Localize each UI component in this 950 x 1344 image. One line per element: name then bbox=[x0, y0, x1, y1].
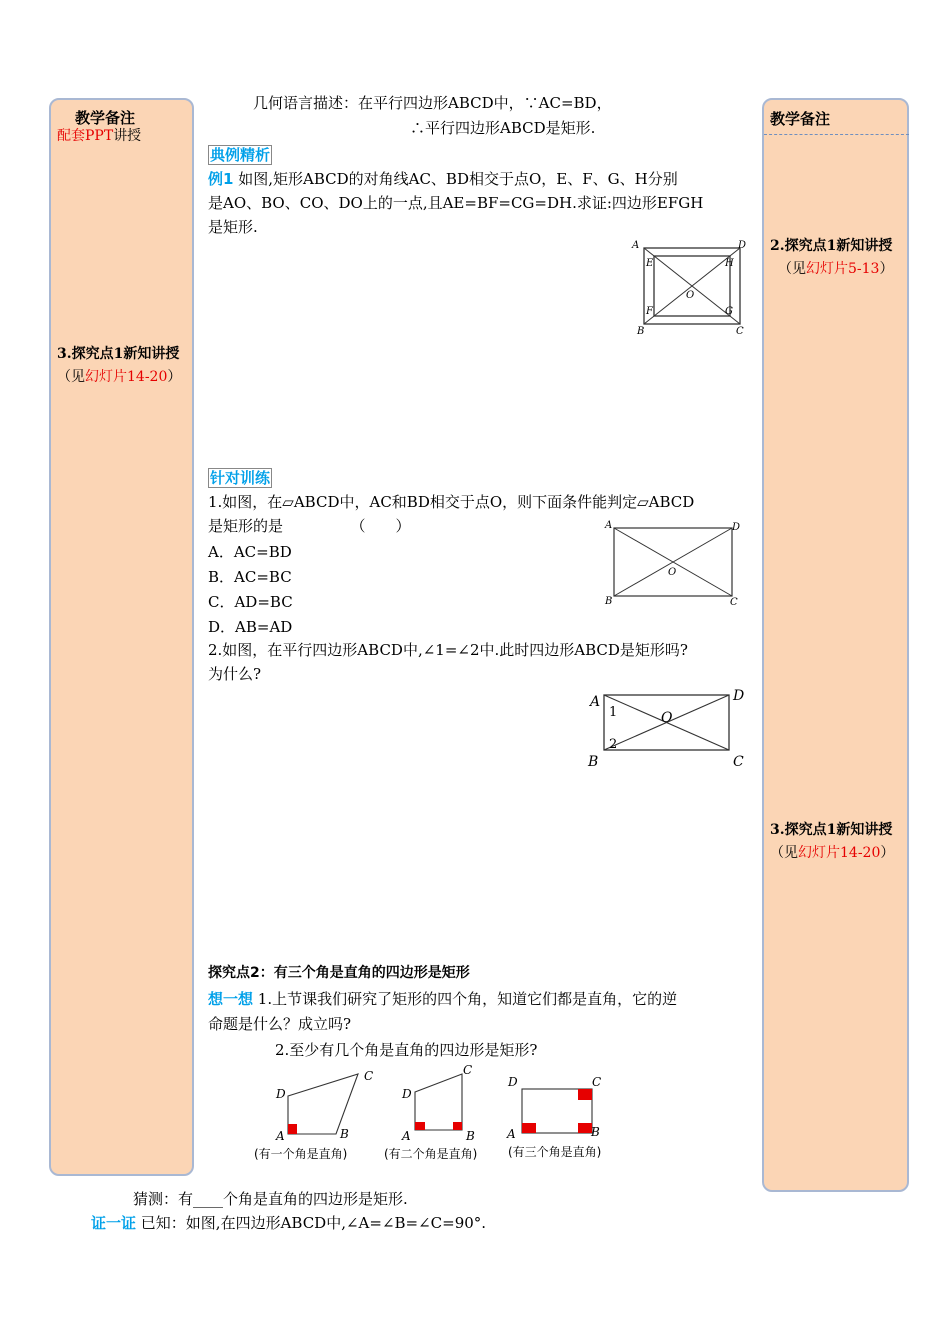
fig3-label-c: C bbox=[733, 754, 744, 770]
think-q2: 2.至少有几个角是直角的四边形是矩形? bbox=[275, 1041, 538, 1059]
q1-option-d: D．AB=AD bbox=[208, 618, 293, 636]
geo-description-line1: 几何语言描述：在平行四边形ABCD中，∵AC=BD， bbox=[253, 94, 612, 112]
quad2-label-d: D bbox=[402, 1087, 412, 1101]
fig3-label-1: 1 bbox=[609, 705, 618, 720]
right-title-divider bbox=[764, 134, 909, 135]
left-sidebar-title: 教学备注 bbox=[75, 109, 136, 127]
right-sidebar bbox=[762, 98, 909, 1192]
fig1-label-b: B bbox=[637, 326, 645, 337]
fig2-label-a: A bbox=[605, 520, 613, 531]
explore2-title: 探究点2：有三个角是直角的四边形是矩形 bbox=[208, 965, 470, 981]
quad1-label-c: C bbox=[364, 1069, 374, 1083]
q2-figure bbox=[585, 684, 755, 774]
quad2-right-angle-b bbox=[453, 1122, 462, 1130]
example-label: 例1 bbox=[208, 170, 234, 188]
think-line2: 命题是什么？成立吗? bbox=[208, 1015, 352, 1033]
prove-line: 证一证 已知：如图,在四边形ABCD中,∠A=∠B=∠C=90°. bbox=[91, 1214, 487, 1232]
q1-line1: 1.如图，在▱ABCD中，AC和BD相交于点O，则下面条件能判定▱ABCD bbox=[208, 493, 695, 511]
example-line3: 是矩形. bbox=[208, 218, 258, 236]
example-heading: 典例精析 bbox=[210, 146, 271, 164]
quad1-caption: (有一个角是直角) bbox=[254, 1147, 348, 1161]
example-line1: 例1 如图,矩形ABCD的对角线AC、BD相交于点O，E、F、G、H分别 bbox=[208, 170, 678, 188]
prove-label: 证一证 bbox=[91, 1214, 137, 1232]
fig3-label-2: 2 bbox=[609, 737, 618, 752]
q1-option-b: B．AC=BC bbox=[208, 568, 292, 586]
guess-line: 猜测：有____个角是直角的四边形是矩形. bbox=[133, 1190, 408, 1208]
practice-heading: 针对训练 bbox=[210, 469, 271, 487]
q1-option-c: C．AD=BC bbox=[208, 593, 293, 611]
think-label: 想一想 bbox=[208, 990, 254, 1008]
quad3-caption: (有三个角是直角) bbox=[508, 1145, 602, 1159]
q2-line1: 2.如图，在平行四边形ABCD中,∠1=∠2中.此时四边形ABCD是矩形吗? bbox=[208, 641, 688, 659]
quad3-right-angle-b bbox=[578, 1123, 592, 1133]
q1-option-a: A．AC=BD bbox=[208, 543, 292, 561]
fig1-label-e: E bbox=[646, 258, 654, 269]
q1-line2: 是矩形的是 （ ） bbox=[208, 517, 411, 535]
fig3-label-o: O bbox=[661, 710, 673, 726]
example-figure bbox=[628, 236, 752, 338]
quad1-shape bbox=[288, 1074, 358, 1134]
quad2-shape bbox=[415, 1074, 462, 1130]
quad1-label-a: A bbox=[276, 1129, 285, 1143]
left-sidebar bbox=[49, 98, 194, 1176]
think-line1: 想一想 1.上节课我们研究了矩形的四个角，知道它们都是直角，它的逆 bbox=[208, 990, 678, 1008]
fig2-label-c: C bbox=[730, 597, 738, 608]
q2-line2: 为什么? bbox=[208, 665, 262, 683]
fig2-label-b: B bbox=[605, 596, 613, 607]
right-sidebar-title: 教学备注 bbox=[770, 110, 831, 128]
quad-figures bbox=[250, 1062, 630, 1167]
right-note-explore2: 3.探究点1新知讲授 （见幻灯片14-20） bbox=[770, 822, 895, 861]
fig2-label-d: D bbox=[732, 522, 741, 533]
fig2-label-o: O bbox=[668, 567, 677, 578]
fig1-label-f: F bbox=[646, 306, 653, 317]
example-line2: 是AO、BO、CO、DO上的一点,且AE=BF=CG=DH.求证:四边形EFGH bbox=[208, 194, 704, 212]
quad3-right-angle-c bbox=[578, 1089, 592, 1100]
fig3-label-b: B bbox=[588, 754, 599, 770]
quad2-label-a: A bbox=[402, 1129, 411, 1143]
quad2-label-b: B bbox=[466, 1129, 475, 1143]
quad1-label-d: D bbox=[276, 1087, 286, 1101]
fig3-label-a: A bbox=[590, 694, 601, 710]
quad3-label-b: B bbox=[591, 1125, 600, 1139]
quad2-caption: (有二个角是直角) bbox=[384, 1147, 478, 1161]
fig1-label-d: D bbox=[738, 240, 747, 251]
quad2-label-c: C bbox=[463, 1063, 473, 1077]
quad1-label-b: B bbox=[340, 1127, 349, 1141]
geo-description-line2: ∴平行四边形ABCD是矩形. bbox=[410, 119, 596, 137]
quad3-label-d: D bbox=[508, 1075, 518, 1089]
q1-figure bbox=[600, 516, 746, 608]
left-note-explore: 3.探究点1新知讲授 （见幻灯片14-20） bbox=[57, 346, 182, 385]
fig1-label-a: A bbox=[632, 240, 640, 251]
quad3-right-angle-a bbox=[522, 1123, 536, 1133]
fig1-label-o: O bbox=[686, 290, 695, 301]
quad3-label-a: A bbox=[507, 1127, 516, 1141]
fig1-label-c: C bbox=[736, 326, 744, 337]
fig3-label-d: D bbox=[733, 688, 745, 704]
quad1-right-angle-a bbox=[288, 1124, 297, 1134]
left-note-ppt: 配套PPT讲授 bbox=[57, 128, 142, 144]
right-note-explore1: 2.探究点1新知讲授 （见幻灯片5-13） bbox=[770, 238, 894, 277]
quad3-label-c: C bbox=[592, 1075, 602, 1089]
fig1-label-h: H bbox=[725, 258, 734, 269]
fig1-label-g: G bbox=[725, 306, 733, 317]
quad2-right-angle-a bbox=[415, 1122, 425, 1130]
